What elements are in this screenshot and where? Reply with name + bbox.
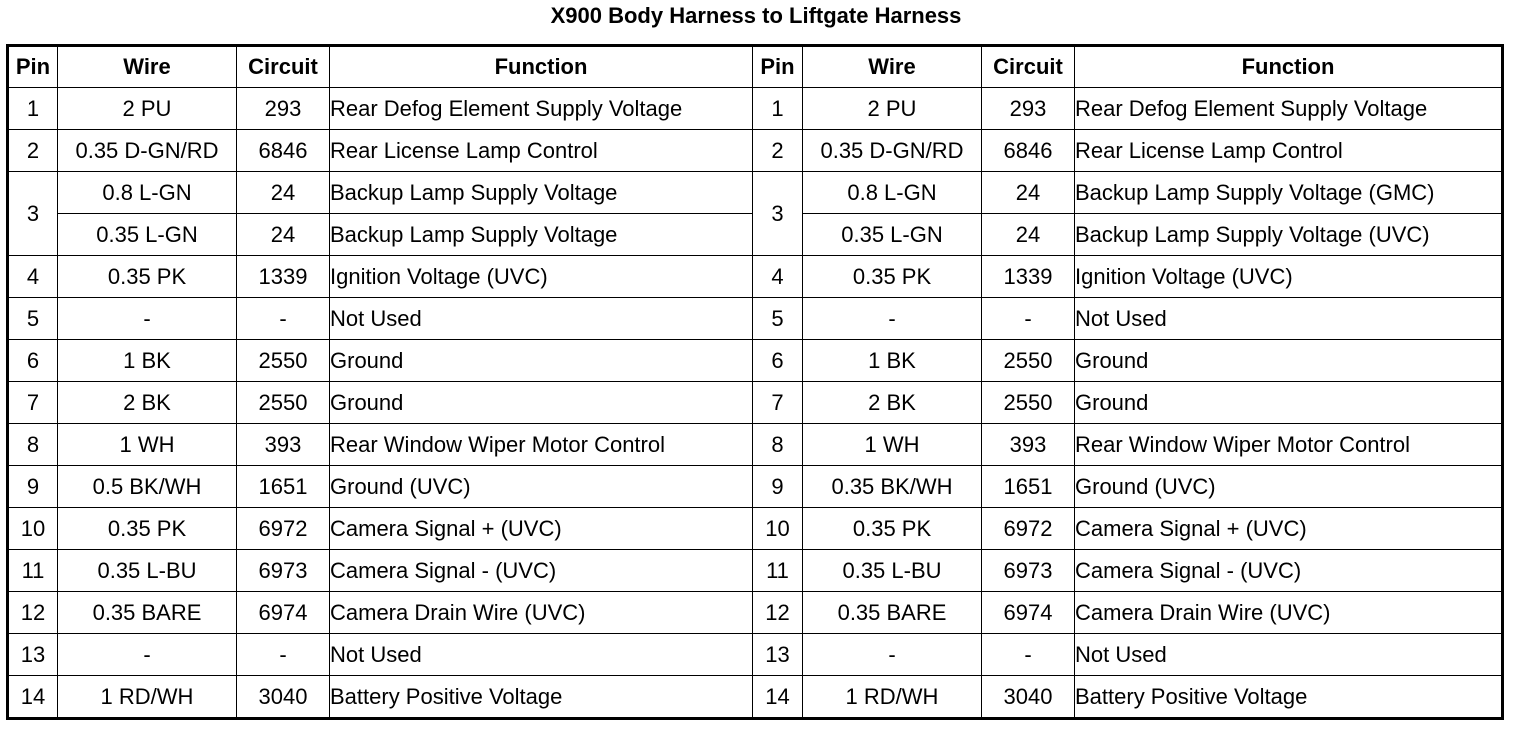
circuit-cell: 6973: [237, 550, 330, 592]
circuit-cell: 24: [237, 172, 330, 214]
function-cell: Ground: [1075, 382, 1503, 424]
pin-cell: 13: [8, 634, 58, 676]
circuit-cell: 6974: [982, 592, 1075, 634]
circuit-cell: 6846: [982, 130, 1075, 172]
function-cell: Ignition Voltage (UVC): [330, 256, 753, 298]
function-cell: Camera Drain Wire (UVC): [1075, 592, 1503, 634]
circuit-cell: 24: [982, 214, 1075, 256]
pin-cell: 4: [8, 256, 58, 298]
page-title: X900 Body Harness to Liftgate Harness: [550, 3, 962, 28]
function-cell: Rear Window Wiper Motor Control: [1075, 424, 1503, 466]
pin-cell: 7: [753, 382, 803, 424]
function-cell: Not Used: [330, 634, 753, 676]
wire-cell: 0.35 D-GN/RD: [58, 130, 237, 172]
wire-cell: 0.35 L-BU: [803, 550, 982, 592]
function-cell: Not Used: [1075, 634, 1503, 676]
function-cell: Camera Signal - (UVC): [1075, 550, 1503, 592]
function-cell: Ground (UVC): [330, 466, 753, 508]
wire-cell: 0.35 PK: [58, 256, 237, 298]
table-row: [8, 550, 1503, 592]
pin-cell: 9: [8, 466, 58, 508]
pin-cell: 11: [753, 550, 803, 592]
wire-cell: 0.35 BARE: [58, 592, 237, 634]
wire-cell: 2 BK: [58, 382, 237, 424]
function-cell: Backup Lamp Supply Voltage (GMC): [1075, 172, 1503, 214]
table-row: [8, 382, 1503, 424]
function-cell: Battery Positive Voltage: [1075, 676, 1503, 719]
table-row: [8, 466, 1503, 508]
function-cell: Backup Lamp Supply Voltage: [330, 172, 753, 214]
wire-cell: 0.35 PK: [803, 256, 982, 298]
pinout-table-body: [8, 88, 1503, 719]
wire-cell: 1 WH: [803, 424, 982, 466]
function-cell: Backup Lamp Supply Voltage (UVC): [1075, 214, 1503, 256]
circuit-cell: 293: [982, 88, 1075, 130]
wire-cell: 0.35 L-GN: [58, 214, 237, 256]
pin-cell: 3: [8, 172, 58, 256]
wire-cell: 0.35 BARE: [803, 592, 982, 634]
circuit-cell: -: [237, 634, 330, 676]
wire-cell: 0.35 BK/WH: [803, 466, 982, 508]
function-cell: Backup Lamp Supply Voltage: [330, 214, 753, 256]
wire-cell: 1 RD/WH: [58, 676, 237, 719]
wire-cell: 1 RD/WH: [803, 676, 982, 719]
table-row: [8, 256, 1503, 298]
pin-cell: 12: [753, 592, 803, 634]
wire-cell: -: [803, 298, 982, 340]
circuit-cell: 393: [982, 424, 1075, 466]
function-cell: Rear Defog Element Supply Voltage: [330, 88, 753, 130]
function-cell: Ground: [330, 382, 753, 424]
pin-cell: 11: [8, 550, 58, 592]
circuit-cell: 3040: [982, 676, 1075, 719]
pinout-table: [6, 44, 1504, 720]
pin-cell: 8: [8, 424, 58, 466]
circuit-cell: 1339: [237, 256, 330, 298]
wire-cell: -: [58, 634, 237, 676]
circuit-cell: 6972: [982, 508, 1075, 550]
header-function: Function: [330, 46, 753, 88]
pin-cell: 12: [8, 592, 58, 634]
table-row: [8, 340, 1503, 382]
pin-cell: 6: [753, 340, 803, 382]
wire-cell: 0.35 L-BU: [58, 550, 237, 592]
pin-cell: 4: [753, 256, 803, 298]
table-row: [8, 424, 1503, 466]
wire-cell: 1 BK: [58, 340, 237, 382]
header-circuit: Circuit: [982, 46, 1075, 88]
header-row: [8, 46, 1503, 88]
circuit-cell: -: [237, 298, 330, 340]
wire-cell: 2 BK: [803, 382, 982, 424]
circuit-cell: 2550: [237, 382, 330, 424]
wire-cell: 0.8 L-GN: [58, 172, 237, 214]
circuit-cell: 6973: [982, 550, 1075, 592]
pin-cell: 3: [753, 172, 803, 256]
table-row: [8, 298, 1503, 340]
function-cell: Not Used: [330, 298, 753, 340]
circuit-cell: 1339: [982, 256, 1075, 298]
header-circuit: Circuit: [237, 46, 330, 88]
table-row: [8, 172, 1503, 214]
function-cell: Camera Signal + (UVC): [1075, 508, 1503, 550]
function-cell: Ground: [330, 340, 753, 382]
function-cell: Rear License Lamp Control: [330, 130, 753, 172]
function-cell: Rear Window Wiper Motor Control: [330, 424, 753, 466]
table-row: [8, 130, 1503, 172]
function-cell: Rear License Lamp Control: [1075, 130, 1503, 172]
wire-cell: 0.35 PK: [803, 508, 982, 550]
pin-cell: 9: [753, 466, 803, 508]
pin-cell: 6: [8, 340, 58, 382]
pin-cell: 8: [753, 424, 803, 466]
pin-cell: 2: [753, 130, 803, 172]
wire-cell: 0.35 PK: [58, 508, 237, 550]
wire-cell: -: [803, 634, 982, 676]
circuit-cell: 1651: [982, 466, 1075, 508]
pin-cell: 10: [8, 508, 58, 550]
pin-cell: 7: [8, 382, 58, 424]
circuit-cell: -: [982, 634, 1075, 676]
function-cell: Camera Signal + (UVC): [330, 508, 753, 550]
circuit-cell: 293: [237, 88, 330, 130]
pin-cell: 2: [8, 130, 58, 172]
function-cell: Ground (UVC): [1075, 466, 1503, 508]
wire-cell: -: [58, 298, 237, 340]
table-row: [8, 634, 1503, 676]
circuit-cell: 1651: [237, 466, 330, 508]
header-wire: Wire: [803, 46, 982, 88]
pin-cell: 5: [753, 298, 803, 340]
function-cell: Camera Drain Wire (UVC): [330, 592, 753, 634]
circuit-cell: -: [982, 298, 1075, 340]
circuit-cell: 6972: [237, 508, 330, 550]
wire-cell: 1 BK: [803, 340, 982, 382]
header-pin: Pin: [8, 46, 58, 88]
wire-cell: 2 PU: [803, 88, 982, 130]
circuit-cell: 2550: [982, 340, 1075, 382]
header-function: Function: [1075, 46, 1503, 88]
circuit-cell: 24: [237, 214, 330, 256]
function-cell: Rear Defog Element Supply Voltage: [1075, 88, 1503, 130]
circuit-cell: 6846: [237, 130, 330, 172]
circuit-cell: 393: [237, 424, 330, 466]
function-cell: Not Used: [1075, 298, 1503, 340]
circuit-cell: 2550: [237, 340, 330, 382]
function-cell: Battery Positive Voltage: [330, 676, 753, 719]
header-wire: Wire: [58, 46, 237, 88]
circuit-cell: 3040: [237, 676, 330, 719]
pin-cell: 5: [8, 298, 58, 340]
function-cell: Camera Signal - (UVC): [330, 550, 753, 592]
table-row: [8, 676, 1503, 719]
wire-cell: 0.35 L-GN: [803, 214, 982, 256]
pin-cell: 13: [753, 634, 803, 676]
wire-cell: 1 WH: [58, 424, 237, 466]
wire-cell: 2 PU: [58, 88, 237, 130]
circuit-cell: 6974: [237, 592, 330, 634]
function-cell: Ignition Voltage (UVC): [1075, 256, 1503, 298]
pin-cell: 14: [8, 676, 58, 719]
header-pin: Pin: [753, 46, 803, 88]
table-row: [8, 508, 1503, 550]
pin-cell: 14: [753, 676, 803, 719]
wire-cell: 0.8 L-GN: [803, 172, 982, 214]
pin-cell: 1: [8, 88, 58, 130]
circuit-cell: 2550: [982, 382, 1075, 424]
pin-cell: 1: [753, 88, 803, 130]
table-row: [8, 88, 1503, 130]
wire-cell: 0.5 BK/WH: [58, 466, 237, 508]
wire-cell: 0.35 D-GN/RD: [803, 130, 982, 172]
table-row: [8, 592, 1503, 634]
circuit-cell: 24: [982, 172, 1075, 214]
pin-cell: 10: [753, 508, 803, 550]
function-cell: Ground: [1075, 340, 1503, 382]
